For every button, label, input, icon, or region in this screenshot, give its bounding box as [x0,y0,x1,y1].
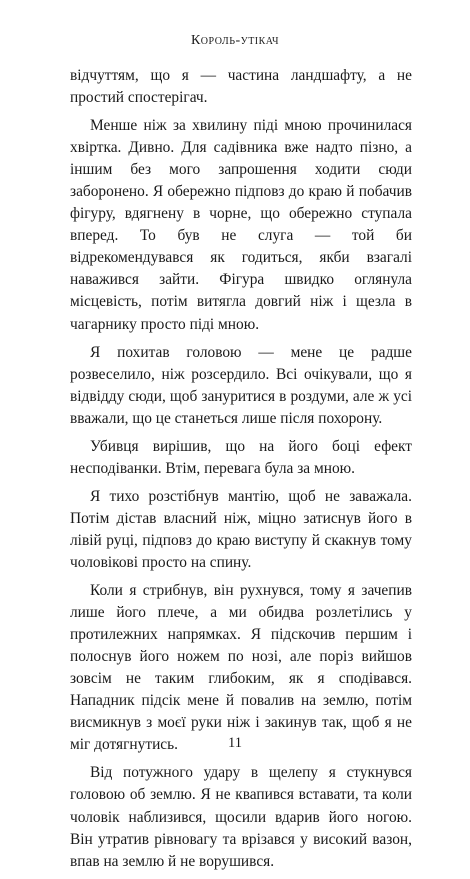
running-title: Король-утікач [190,33,280,48]
body-text [70,65,412,879]
paragraph-4: Убивця вирішив, що на його боці ефект несподіванки. Втім, перевага була за мною. [70,437,412,477]
paragraph-6: Коли я стрибнув, він рухнувся, тому я зачепив лише його плече, а ми обидва розлетілись у протилежних напрямках. Я підскочив першим і полоснув його ножем по нозі, але поріз вийшов зовсім не таким глибоким, як я сподівався. Нападник підсік мене й повалив на землю, потім висмикнув з моєї руки ніж і закинув так, щоб я не міг дотягнутись. [70,582,412,754]
paragraph-3: Я похитав головою — мене це радше розвеселило, ніж розсердило. Всі очікували, що я відвідду сюди, щоб зануритися в роздуми, але ж усі вважали, що це станеться лише після похорону. [70,343,412,427]
paragraph-2: Менше ніж за хвилину піді мною прочинилася хвіртка. Дивно. Для садівника вже надто пізно, а іншим без мого запрошення ходити сюди заборонено. Я обережно підповз до краю й побачив фігуру, вдягнену в чорне, що обережно ступала вперед. То був не слуга — той би відрекомендувався як годиться, якби взагалі наважився зайти. Фігура швидко оглянула місцевість, потім витягла довгий ніж і щезла в чагарнику просто піді мною. [70,117,412,333]
paragraph-7: Від потужного удару в щелепу я стукнувся головою об землю. Я не квапився вставати, та коли чоловік наблизився, щосили вдарив його ногою. Він утратив рівновагу та врізався у високий вазон, впав на землю й не ворушився. [70,764,412,870]
paragraph-5: Я тихо розстібнув мантію, щоб не заважала. Потім дістав власний ніж, міцно затиснув його в лівій руці, підповз до краю виступу й скакнув тому чоловікові просто на спину. [70,487,412,571]
paragraph-1: відчуттям, що я — частина ландшафту, а не простий спостерігач. [70,67,412,107]
page-number: 11 [228,735,242,751]
